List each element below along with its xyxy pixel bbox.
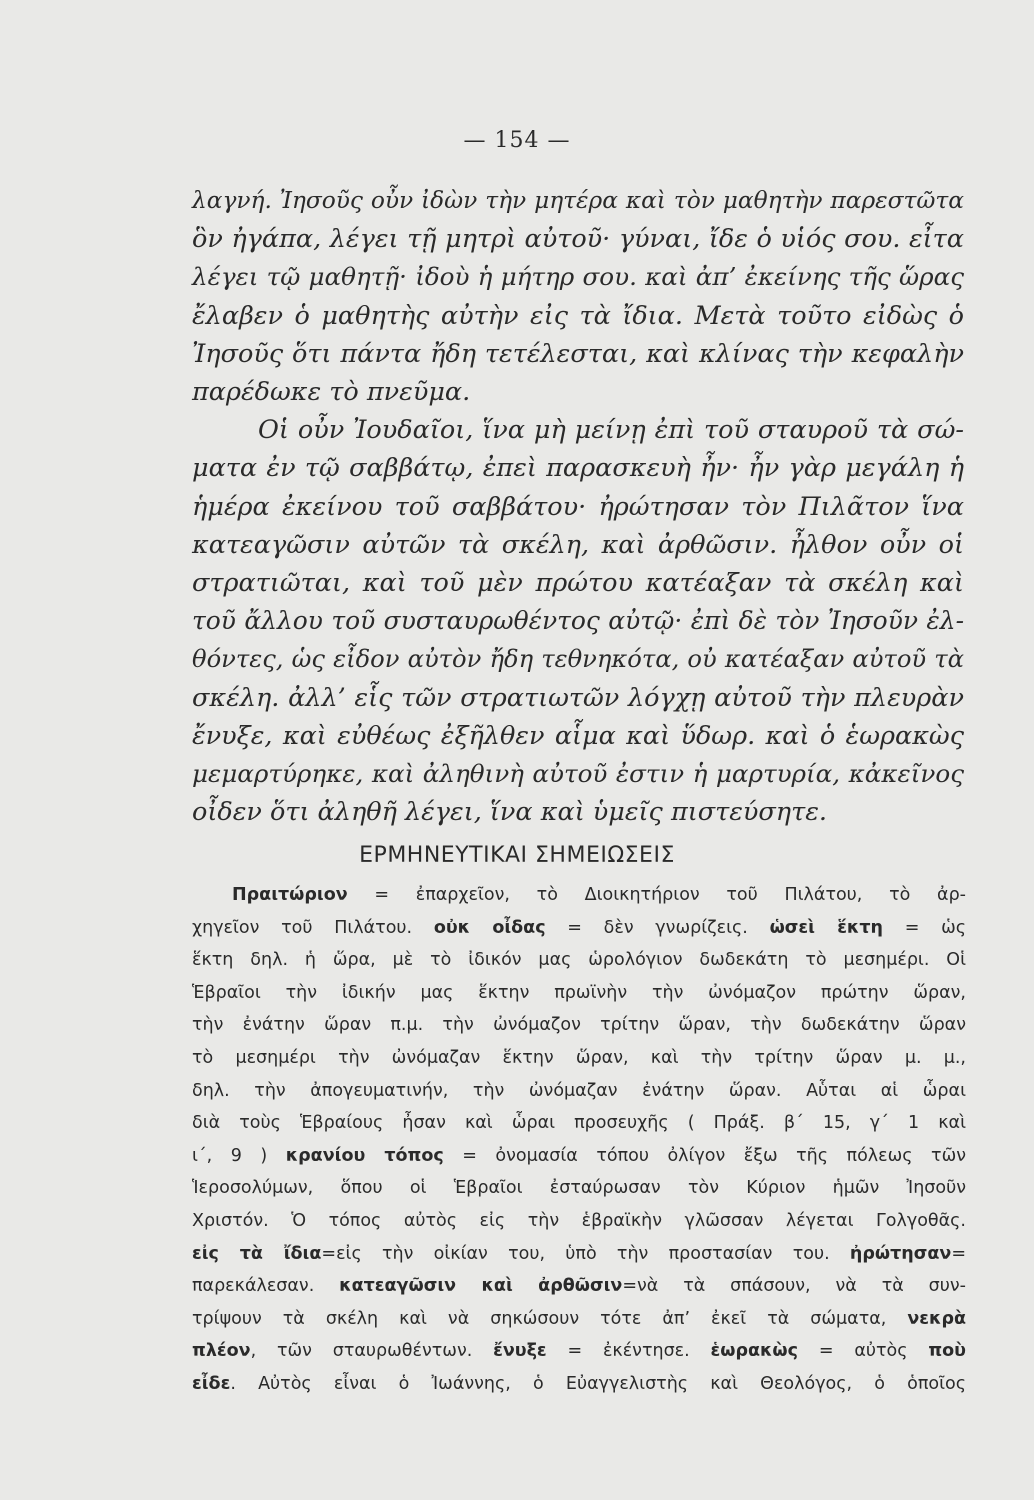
note-line bbox=[192, 1335, 966, 1368]
note-line bbox=[192, 1205, 966, 1238]
note-line bbox=[192, 1172, 966, 1205]
note-term: ποὺ bbox=[928, 1341, 966, 1362]
text-line: ἔνυξε, καὶ εὐθέως ἐξῆλθεν αἷμα καὶ ὕδωρ. καὶ ὁ ἑωρακὼς bbox=[192, 720, 964, 751]
text-line: κατεαγῶσιν αὐτῶν τὰ σκέλη, καὶ ἀρθῶσιν. ἦλθον οὖν οἱ bbox=[192, 529, 964, 560]
text-line: Οἱ οὖν Ἰουδαῖοι, ἵνα μὴ μείνῃ ἐπὶ τοῦ σταυροῦ τὰ σώ- bbox=[258, 415, 964, 446]
main-text bbox=[192, 182, 964, 831]
text-line: ἔλαβεν ὁ μαθητὴς αὐτὴν εἰς τὰ ἴδια. Μετὰ τοῦτο εἰδὼς ὁ bbox=[192, 300, 964, 331]
note-text: παρεκάλεσαν. bbox=[192, 1276, 340, 1297]
note-line bbox=[192, 1042, 966, 1075]
note-term: οὐκ οἶδας bbox=[433, 917, 546, 938]
note-line bbox=[192, 1303, 966, 1336]
note-text: = αὐτὸς bbox=[798, 1341, 929, 1362]
note-text: ι΄, 9 ) bbox=[192, 1145, 286, 1166]
text-line: ματα ἐν τῷ σαββάτῳ, ἐπεὶ παρασκευὴ ἦν· ἦν γὰρ μεγάλη ἡ bbox=[192, 453, 964, 484]
note-term: ὡσεὶ ἕκτη bbox=[769, 917, 883, 938]
note-term: κρανίου τόπος bbox=[285, 1145, 444, 1166]
text-line: ἡμέρα ἐκείνου τοῦ σαββάτου· ἠρώτησαν τὸν Πιλᾶτον ἵνα bbox=[192, 491, 964, 522]
note-term: νεκρὰ bbox=[907, 1308, 966, 1329]
notes-heading: ΕΡΜΗΝΕΥΤΙΚΑΙ ΣΗΜΕΙΩΣΕΙΣ bbox=[359, 843, 675, 868]
note-term: πλέον bbox=[192, 1341, 251, 1362]
note-term: εἶδε bbox=[192, 1373, 231, 1394]
note-text: διὰ τοὺς Ἑβραίους ἦσαν καὶ ὧραι προσευχῆς ( Πράξ. β΄ 15, γ΄ 1 καὶ bbox=[192, 1113, 966, 1134]
note-text: δηλ. τὴν ἀπογευματινήν, τὴν ὠνόμαζαν ἐνάτην ὥραν. Αὗται αἱ ὧραι bbox=[192, 1080, 966, 1101]
note-text: = ὡς bbox=[883, 917, 966, 938]
note-term: ἠρώτησαν bbox=[849, 1243, 952, 1264]
notes-section bbox=[192, 879, 966, 1401]
text-line: παρέδωκε τὸ πνεῦμα. bbox=[192, 377, 471, 408]
text-line: οἶδεν ὅτι ἀληθῆ λέγει, ἵνα καὶ ὑμεῖς πιστεύσητε. bbox=[192, 797, 827, 828]
note-term: Πραιτώριον bbox=[232, 885, 348, 905]
note-line bbox=[192, 879, 966, 912]
note-text: =νὰ τὰ σπάσουν, νὰ τὰ συν- bbox=[622, 1276, 966, 1297]
note-text: = bbox=[951, 1243, 966, 1264]
text-line: ὃν ἠγάπα, λέγει τῇ μητρὶ αὐτοῦ· γύναι, ἴδε ὁ υἱός σου. εἶτα bbox=[192, 224, 964, 255]
page-number: — 154 — bbox=[463, 128, 571, 153]
text-line: λαγνή. Ἰησοῦς οὖν ἰδὼν τὴν μητέρα καὶ τὸν μαθητὴν παρεστῶτα bbox=[192, 187, 964, 214]
note-term: ἑωρακὼς bbox=[710, 1341, 799, 1362]
note-line bbox=[192, 1107, 966, 1140]
note-text: =εἰς τὴν οἰκίαν του, ὑπὸ τὴν προστασίαν του. bbox=[321, 1243, 850, 1264]
note-term: εἰς τὰ ἴδια bbox=[192, 1243, 322, 1264]
note-text: = ὀνομασία τόπου ὀλίγον ἔξω τῆς πόλεως τῶν bbox=[443, 1145, 966, 1166]
note-line bbox=[192, 1009, 966, 1042]
text-line: λέγει τῷ μαθητῇ· ἰδοὺ ἡ μήτηρ σου. καὶ ἀπ’ ἐκείνης τῆς ὥρας bbox=[192, 262, 964, 292]
note-line bbox=[192, 1140, 966, 1173]
text-line: τοῦ ἄλλου τοῦ συσταυρωθέντος αὐτῷ· ἐπὶ δὲ τὸν Ἰησοῦν ἐλ- bbox=[192, 606, 964, 636]
text-line: στρατιῶται, καὶ τοῦ μὲν πρώτου κατέαξαν τὰ σκέλη καὶ bbox=[192, 568, 964, 599]
note-text: . Αὐτὸς εἶναι ὁ Ἰωάννης, ὁ Εὐαγγελιστὴς καὶ Θεολόγος, ὁ ὁποῖος bbox=[230, 1373, 966, 1394]
note-text: , τῶν σταυρωθέντων. bbox=[250, 1341, 494, 1362]
note-text: τὸ μεσημέρι τὴν ὠνόμαζαν ἕκτην ὥραν, καὶ τὴν τρίτην ὥραν μ. μ., bbox=[192, 1047, 966, 1068]
note-text: ἕκτη δηλ. ἡ ὥρα, μὲ τὸ ἰδικόν μας ὡρολόγιον δωδεκάτη τὸ μεσημέρι. Οἱ bbox=[192, 950, 966, 971]
note-term: ἔνυξε bbox=[493, 1341, 547, 1362]
note-text: Ἑβραῖοι τὴν ἰδικήν μας ἕκτην πρωϊνὴν τὴν ὠνόμαζον πρώτην ὥραν, bbox=[192, 982, 966, 1003]
note-line bbox=[192, 1270, 966, 1303]
note-line bbox=[192, 1075, 966, 1108]
note-text: τρίψουν τὰ σκέλη καὶ νὰ σηκώσουν τότε ἀπ’ ἐκεῖ τὰ σώματα, bbox=[192, 1308, 908, 1329]
note-text: = ἐπαρχεῖον, τὸ Διοικητήριον τοῦ Πιλάτου, τὸ ἀρ- bbox=[347, 885, 966, 905]
note-line bbox=[192, 944, 966, 977]
note-text: = δὲν γνωρίζεις. bbox=[545, 917, 770, 938]
note-text: χηγεῖον τοῦ Πιλάτου. bbox=[192, 917, 434, 938]
note-line bbox=[192, 912, 966, 945]
text-line: Ἰησοῦς ὅτι πάντα ἤδη τετέλεσται, καὶ κλίνας τὴν κεφαλὴν bbox=[192, 338, 964, 369]
text-line: μεμαρτύρηκε, καὶ ἀληθινὴ αὐτοῦ ἐστιν ἡ μαρτυρία, κἀκεῖνος bbox=[192, 759, 964, 789]
text-line: σκέλη. ἀλλ’ εἷς τῶν στρατιωτῶν λόγχῃ αὐτοῦ τὴν πλευρὰν bbox=[192, 682, 964, 713]
note-text: τὴν ἐνάτην ὥραν π.μ. τὴν ὠνόμαζον τρίτην ὥραν, τὴν δωδεκάτην ὥραν bbox=[192, 1015, 966, 1036]
note-text: Ἱεροσολύμων, ὅπου οἱ Ἑβραῖοι ἐσταύρωσαν τὸν Κύριον ἡμῶν Ἰησοῦν bbox=[192, 1178, 966, 1199]
note-term: κατεαγῶσιν καὶ ἀρθῶσιν bbox=[339, 1276, 623, 1297]
note-line bbox=[192, 1368, 966, 1401]
note-line bbox=[192, 977, 966, 1010]
note-text: = ἐκέντησε. bbox=[546, 1341, 711, 1362]
text-line: θόντες, ὡς εἶδον αὐτὸν ἤδη τεθνηκότα, οὐ κατέαξαν αὐτοῦ τὰ bbox=[192, 645, 964, 674]
note-line bbox=[192, 1238, 966, 1271]
note-text: Χριστόν. Ὁ τόπος αὐτὸς εἰς τὴν ἑβραϊκὴν γλῶσσαν λέγεται Γολγοθᾶς. bbox=[192, 1210, 966, 1231]
